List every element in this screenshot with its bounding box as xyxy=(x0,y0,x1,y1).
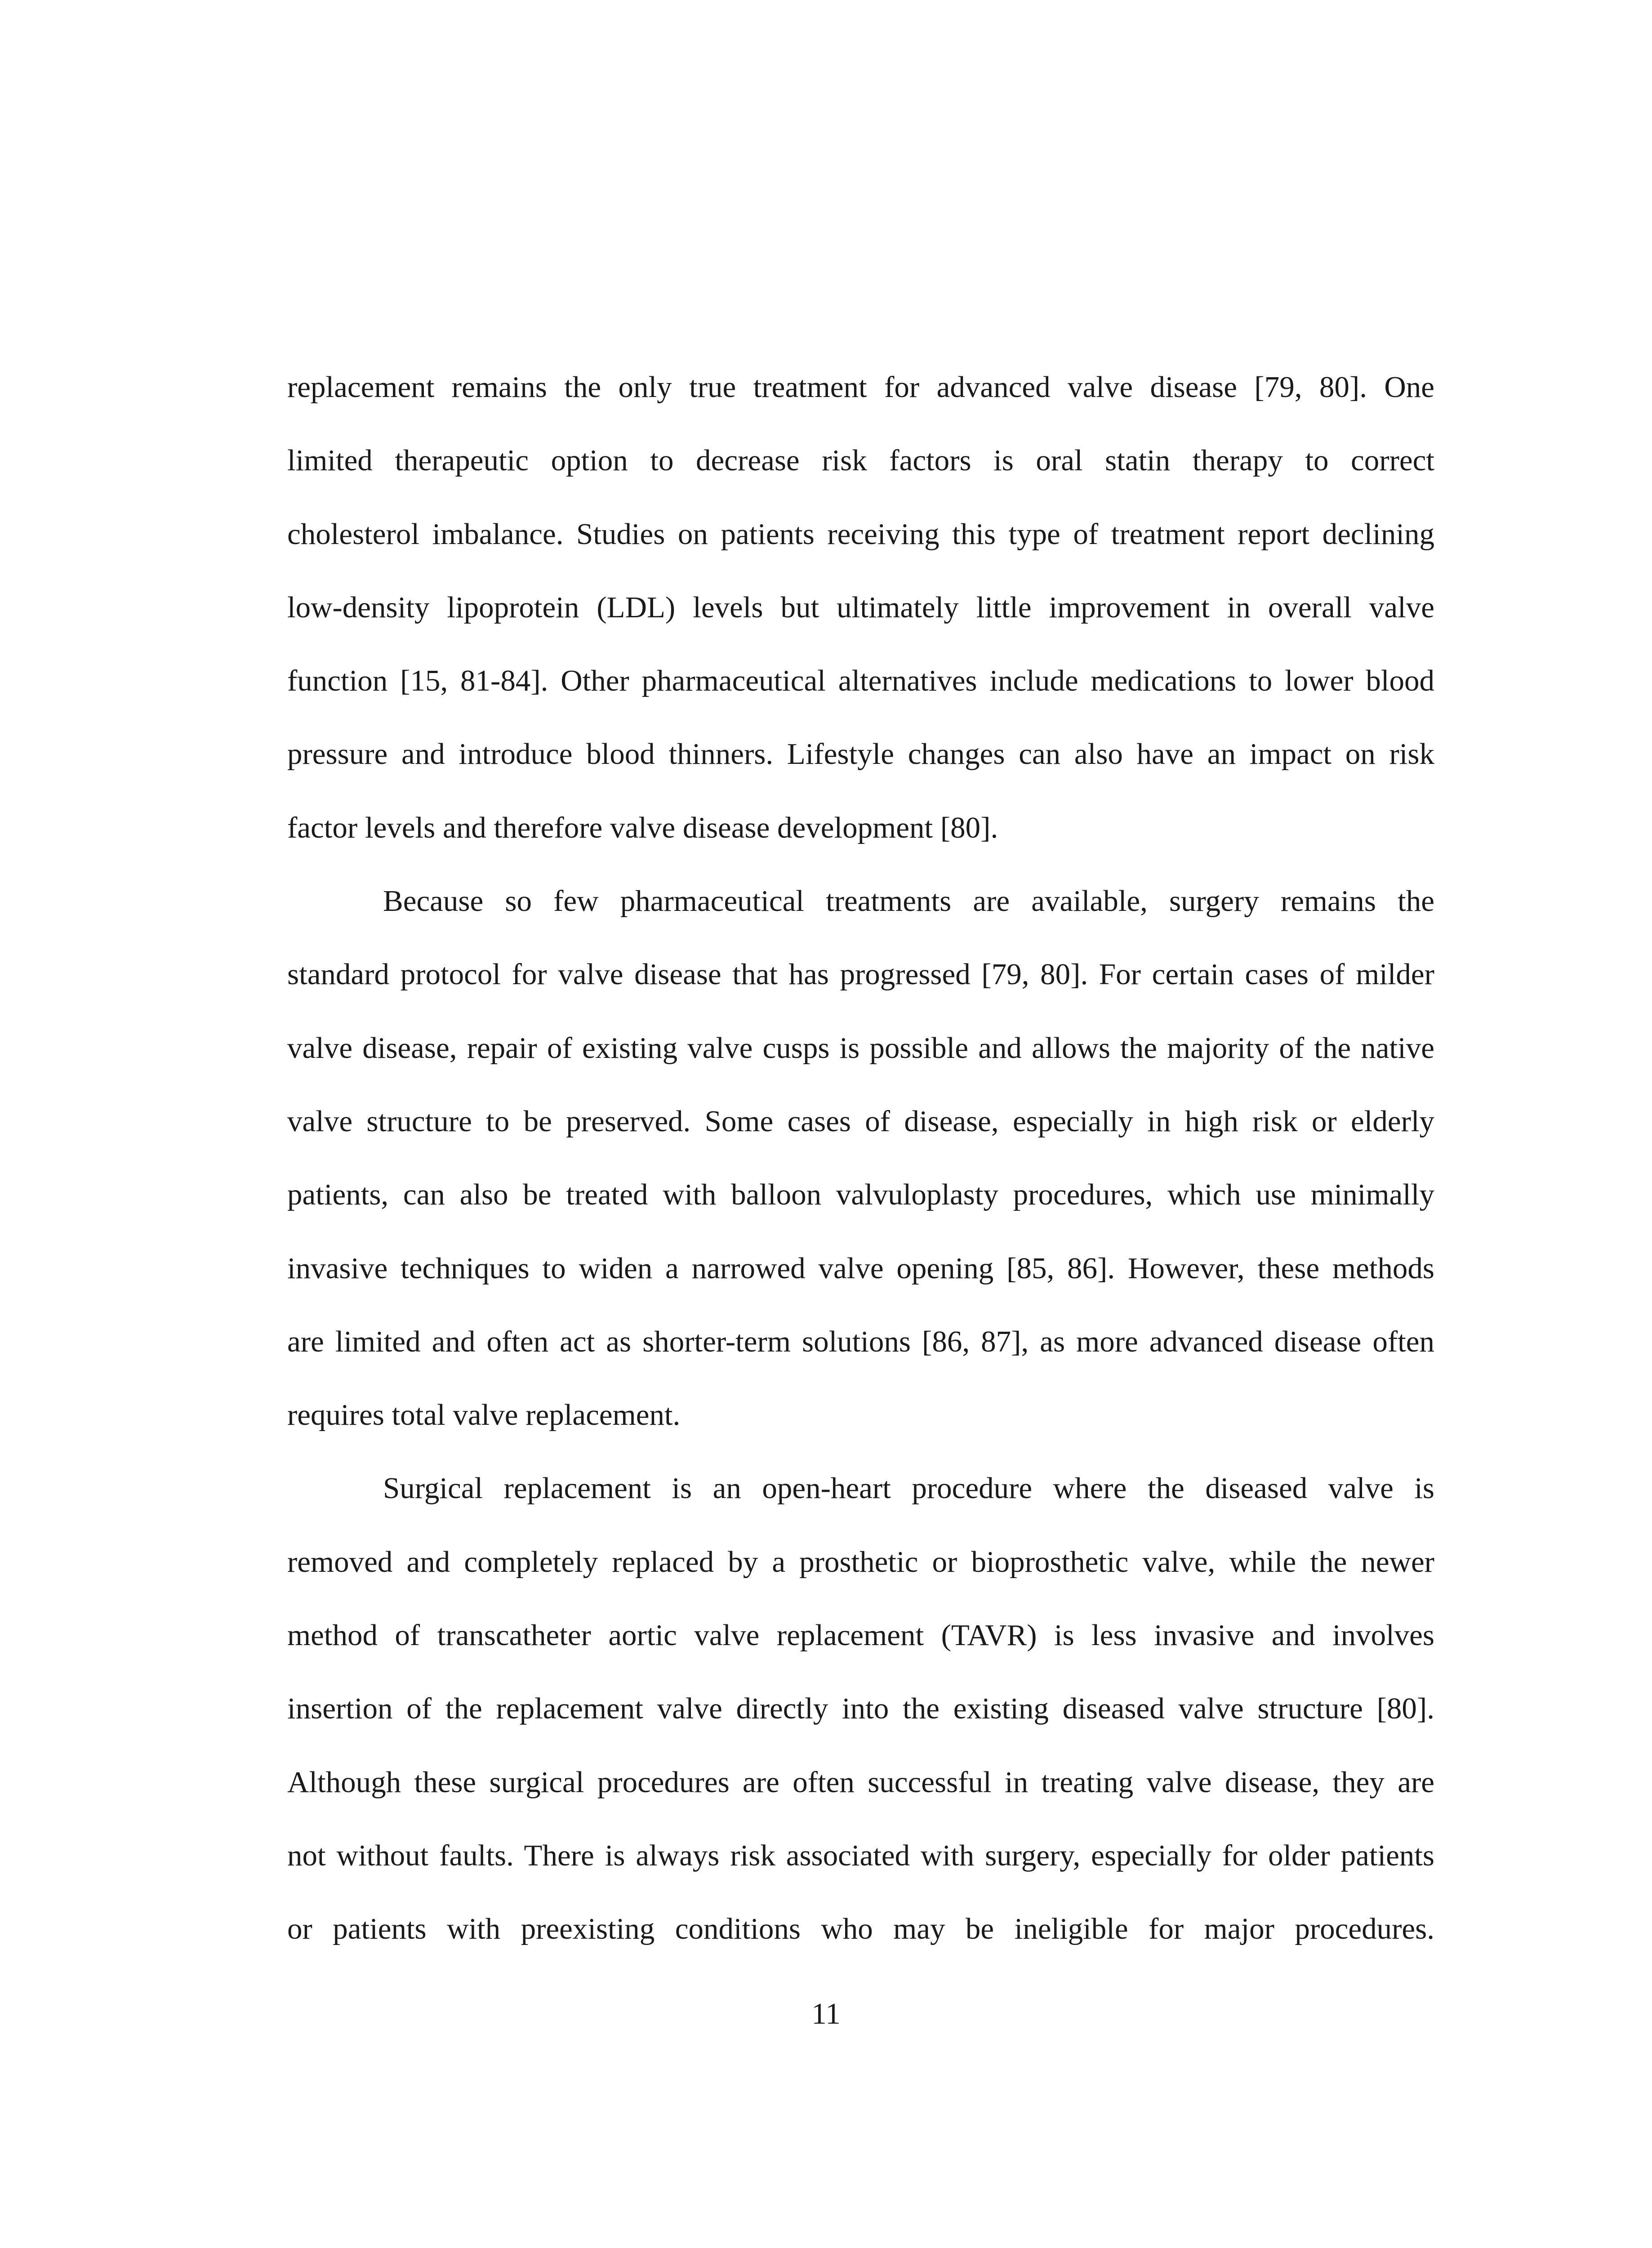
text-line: not without faults. There is always risk associated with surgery, especially for older patients xyxy=(287,1838,1434,1872)
text-line: patients, can also be treated with balloon valvuloplasty procedures, which use minimally xyxy=(287,1178,1434,1212)
text-line: low-density lipoprotein (LDL) levels but ultimately little improvement in overall valve xyxy=(287,590,1434,624)
text-line: limited therapeutic option to decrease risk factors is oral statin therapy to correct xyxy=(287,444,1434,477)
page-number: 11 xyxy=(811,1997,841,2030)
text-line: Because so few pharmaceutical treatments are available, surgery remains the xyxy=(383,884,1434,918)
text-line: requires total valve replacement. xyxy=(287,1398,681,1432)
text-line: Although these surgical procedures are often successful in treating valve disease, they are xyxy=(287,1765,1434,1799)
text-line: replacement remains the only true treatment for advanced valve disease [79, 80]. One xyxy=(287,370,1434,404)
text-line: factor levels and therefore valve disease development [80]. xyxy=(287,811,998,844)
text-line: function [15, 81-84]. Other pharmaceutical alternatives include medications to lower blood xyxy=(287,664,1434,698)
text-line: invasive techniques to widen a narrowed valve opening [85, 86]. However, these methods xyxy=(287,1251,1434,1285)
text-line: or patients with preexisting conditions who may be ineligible for major procedures. xyxy=(287,1912,1434,1946)
body-text xyxy=(287,351,1434,1966)
text-line: pressure and introduce blood thinners. Lifestyle changes can also have an impact on risk xyxy=(287,737,1434,771)
text-line: valve structure to be preserved. Some cases of disease, especially in high risk or elderly xyxy=(287,1104,1434,1138)
text-line: cholesterol imbalance. Studies on patients receiving this type of treatment report declining xyxy=(287,517,1434,551)
text-line: standard protocol for valve disease that has progressed [79, 80]. For certain cases of milder xyxy=(287,958,1434,991)
text-line: are limited and often act as shorter-term solutions [86, 87], as more advanced disease often xyxy=(287,1325,1434,1358)
text-line: Surgical replacement is an open-heart procedure where the diseased valve is xyxy=(383,1472,1434,1505)
text-line: insertion of the replacement valve directly into the existing diseased valve structure [80]. xyxy=(287,1692,1434,1726)
text-line: valve disease, repair of existing valve cusps is possible and allows the majority of the native xyxy=(287,1031,1434,1065)
text-line: method of transcatheter aortic valve replacement (TAVR) is less invasive and involves xyxy=(287,1619,1434,1652)
text-line: removed and completely replaced by a prosthetic or bioprosthetic valve, while the newer xyxy=(287,1545,1434,1579)
